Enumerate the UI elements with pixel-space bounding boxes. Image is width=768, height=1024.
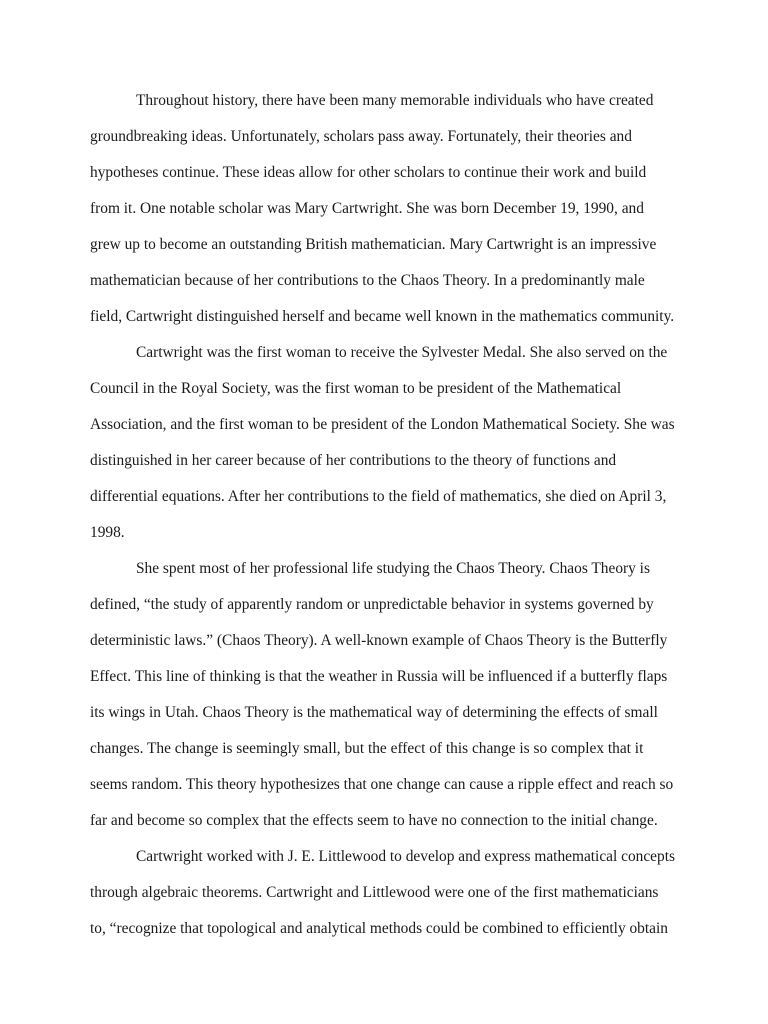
paragraph-4: Cartwright worked with J. E. Littlewood to develop and express mathematical concepts through algebraic theorems. Cartwright and Littlewood were one of the first mathematicians to, “recognize that topological and analytical methods could be combined to efficiently obtain [90, 848, 675, 937]
paragraph-2: Cartwright was the first woman to receive the Sylvester Medal. She also served on the Council in the Royal Society, was the first woman to be president of the Mathematical Association, and the first woman to be president of the London Mathematical Society. She was distinguished in her career because of her contributions to the theory of functions and differential equations. After her contributions to the field of mathematics, she died on April 3, 1998. [90, 344, 675, 541]
paragraph-1: Throughout history, there have been many memorable individuals who have created groundbreaking ideas. Unfortunately, scholars pass away. Fortunately, their theories and hypotheses continue. These ideas allow for other scholars to continue their work and build from it. One notable scholar was Mary Cartwright. She was born December 19, 1990, and grew up to become an outstanding British mathematician. Mary Cartwright is an impressive mathematician because of her contributions to the Chaos Theory. In a predominantly male field, Cartwright distinguished herself and became well known in the mathematics community. [90, 92, 675, 325]
document-page [90, 83, 678, 947]
paragraph-3: She spent most of her professional life studying the Chaos Theory. Chaos Theory is defined, “the study of apparently random or unpredictable behavior in systems governed by deterministic laws.” (Chaos Theory). A well-known example of Chaos Theory is the Butterfly Effect. This line of thinking is that the weather in Russia will be influenced if a butterfly flaps its wings in Utah. Chaos Theory is the mathematical way of determining the effects of small changes. The change is seemingly small, but the effect of this change is so complex that it seems random. This theory hypothesizes that one change can cause a ripple effect and reach so far and become so complex that the effects seem to have no connection to the initial change. [90, 560, 674, 829]
